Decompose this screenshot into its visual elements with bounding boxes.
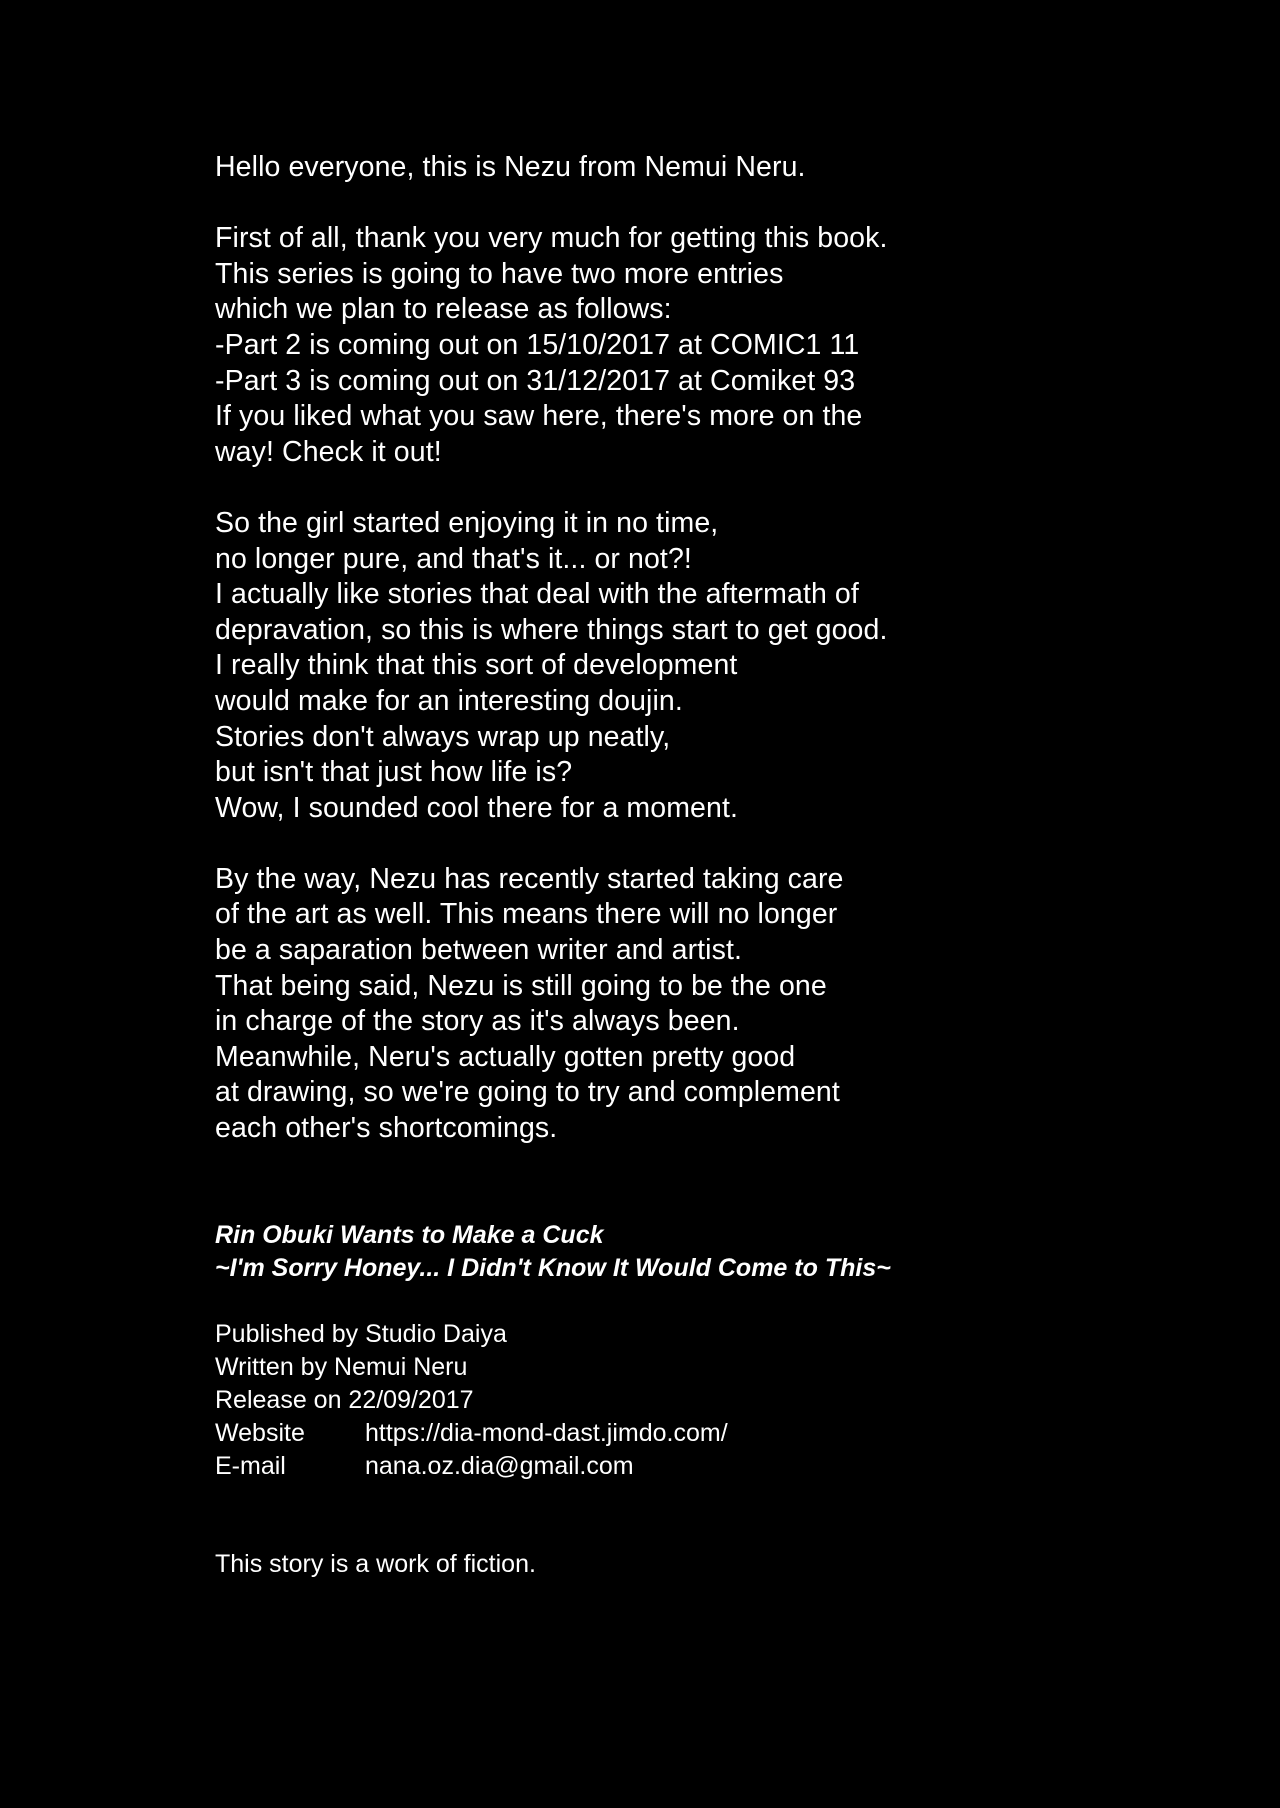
text-line: First of all, thank you very much for getting this book. xyxy=(215,222,888,255)
text-line: Hello everyone, this is Nezu from Nemui Neru. xyxy=(215,151,806,183)
release-date-line: Release on 22/09/2017 xyxy=(215,1386,474,1414)
email-label: E-mail xyxy=(215,1452,286,1480)
publication-info xyxy=(215,1318,1215,1483)
book-subtitle: ~I'm Sorry Honey... I Didn't Know It Would Come to This~ xyxy=(215,1254,891,1282)
text-line: -Part 3 is coming out on 31/12/2017 at Comiket 93 xyxy=(215,364,856,397)
website-label: Website xyxy=(215,1419,305,1447)
text-line: in charge of the story as it's always been. xyxy=(215,1005,740,1038)
text-line: This series is going to have two more entries xyxy=(215,257,784,290)
text-line: which we plan to release as follows: xyxy=(215,293,672,326)
art-announcement-paragraph xyxy=(215,862,1215,1147)
author-line: Written by Nemui Neru xyxy=(215,1353,468,1381)
website-row xyxy=(215,1417,1215,1450)
text-line: Wow, I sounded cool there for a moment. xyxy=(215,791,738,824)
website-value: https://dia-mond-dast.jimdo.com/ xyxy=(365,1419,728,1447)
text-line: -Part 2 is coming out on 15/10/2017 at COMIC1 11 xyxy=(215,328,860,361)
text-line: That being said, Nezu is still going to be the one xyxy=(215,969,827,1002)
publisher-line: Published by Studio Daiya xyxy=(215,1320,507,1348)
greeting-paragraph xyxy=(215,150,1215,186)
email-row xyxy=(215,1450,1215,1483)
disclaimer-text: This story is a work of fiction. xyxy=(215,1550,536,1578)
text-line: no longer pure, and that's it... or not?! xyxy=(215,542,692,575)
text-line: at drawing, so we're going to try and complement xyxy=(215,1076,840,1109)
text-line: would make for an interesting doujin. xyxy=(215,684,683,717)
text-line: of the art as well. This means there will no longer xyxy=(215,898,838,931)
text-line: each other's shortcomings. xyxy=(215,1112,558,1145)
fiction-disclaimer xyxy=(215,1548,1215,1581)
story-thoughts-paragraph xyxy=(215,506,1215,826)
text-line: but isn't that just how life is? xyxy=(215,756,573,789)
text-line: I actually like stories that deal with the aftermath of xyxy=(215,578,859,611)
text-line: So the girl started enjoying it in no time, xyxy=(215,506,719,539)
text-line: If you liked what you saw here, there's more on the xyxy=(215,400,863,433)
text-line: Stories don't always wrap up neatly, xyxy=(215,720,671,753)
text-line: depravation, so this is where things start to get good. xyxy=(215,613,888,646)
book-title-main: Rin Obuki Wants to Make a Cuck xyxy=(215,1221,604,1249)
text-line: By the way, Nezu has recently started taking care xyxy=(215,862,844,895)
email-value: nana.oz.dia@gmail.com xyxy=(365,1452,634,1480)
text-line: be a saparation between writer and artist. xyxy=(215,934,742,967)
text-line: I really think that this sort of development xyxy=(215,649,738,682)
release-schedule-paragraph xyxy=(215,221,1215,470)
text-line: Meanwhile, Neru's actually gotten pretty good xyxy=(215,1040,796,1073)
book-title xyxy=(215,1219,1215,1285)
text-line: way! Check it out! xyxy=(215,435,442,468)
afterword-text xyxy=(215,150,1215,1182)
